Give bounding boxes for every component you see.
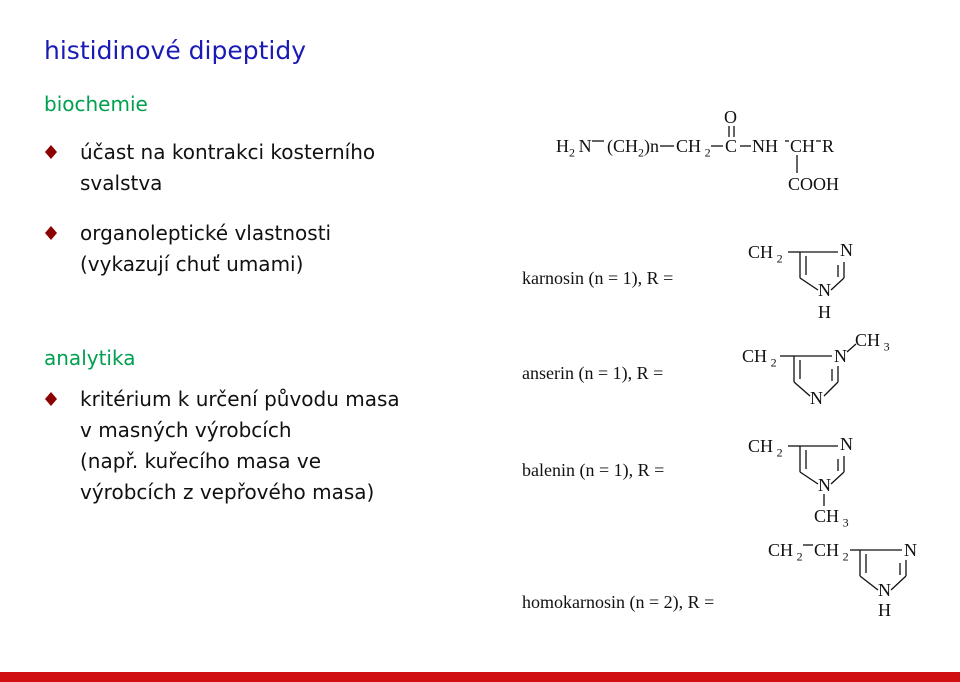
group-ch3: CH $_3$ — [855, 330, 890, 354]
formula-nh: NH — [752, 136, 778, 156]
ring-n: N — [840, 434, 853, 454]
formula-carbonyl-c: C — [725, 136, 738, 156]
bullet-text-analytics: kritérium k určení původu masa v masných výrobcích (např. kuřecího masa ve výrobcích z vepřového masa) — [80, 387, 400, 504]
formula-h2n: $H_2$ N — [556, 136, 592, 160]
group-ch2: CH $_2$ — [748, 242, 783, 266]
ring-n: N — [840, 240, 853, 260]
bullet-text-contraction: účast na kontrakci kosterního svalstva — [80, 140, 376, 195]
group-ch2: CH $_2$ — [748, 436, 783, 460]
ring-n: N — [818, 475, 831, 495]
formula-ch2n: $(CH_2)n$ — [607, 136, 659, 160]
formula-ch2: CH $_2$ — [676, 136, 711, 160]
ring-n: N — [810, 388, 823, 408]
ring-n: N — [904, 540, 917, 560]
analytics-heading: analytika — [44, 346, 136, 370]
ring-h: H — [818, 302, 831, 322]
group-ch2: CH $_2$ — [768, 540, 803, 564]
bullet-text-organoleptic: organoleptické vlastnosti (vykazují chuť umami) — [80, 221, 332, 276]
group-ch2: CH $_2$ — [814, 540, 849, 564]
ring-n: N — [834, 346, 847, 366]
group-ch3: CH $_3$ — [814, 506, 849, 530]
formula-r: R — [822, 136, 835, 156]
formula-oxygen: O — [724, 107, 737, 127]
footer-rule — [0, 672, 960, 682]
page-title: histidinové dipeptidy — [44, 36, 306, 65]
compound-label-homokarnosin: homokarnosin (n = 2), R = — [522, 592, 715, 612]
group-ch2: CH $_2$ — [742, 346, 777, 370]
formula-cooh: COOH — [788, 174, 840, 194]
compound-label-balenin: balenin (n = 1), R = — [522, 460, 665, 480]
biochemistry-heading: biochemie — [44, 92, 148, 116]
compound-label-anserin: anserin (n = 1), R = — [522, 363, 664, 383]
ring-n: N — [818, 280, 831, 300]
compound-label-karnosin: karnosin (n = 1), R = — [522, 268, 674, 288]
formula-ch: CH — [790, 136, 816, 156]
ring-n: N — [878, 580, 891, 600]
ring-h: H — [878, 600, 891, 620]
